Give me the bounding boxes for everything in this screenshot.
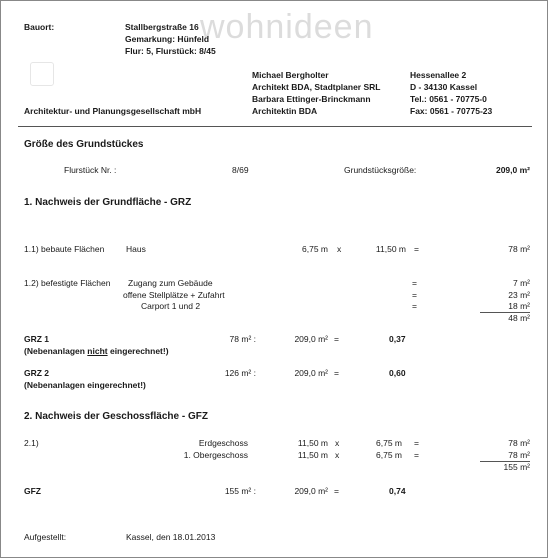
grz2-area: 126 m² : <box>224 368 256 378</box>
grz-title: 1. Nachweis der Grundfläche - GRZ <box>24 197 192 208</box>
grz2-value: 0,60 <box>389 368 406 378</box>
floor-name-1: Erdgeschoss <box>198 438 248 448</box>
contact-line-2: D - 34130 Kassel <box>410 82 478 92</box>
logo-icon <box>30 62 54 86</box>
aufgestellt-label: Aufgestellt: <box>24 532 67 542</box>
befestigt-item-2: offene Stellplätze + Zufahrt <box>123 290 225 300</box>
gfz-sum: 155 m² <box>503 462 530 472</box>
address-line-3: Flur: 5, Flurstück: 8/45 <box>125 46 216 56</box>
groesse-label: Grundstücksgröße: <box>344 165 417 175</box>
equals-sign: = <box>414 438 419 448</box>
address-line-1: Stallbergstraße 16 <box>125 22 199 32</box>
equals-sign: = <box>412 290 417 300</box>
grz1-label: GRZ 1 <box>24 334 50 344</box>
gfz-area: 155 m² : <box>224 486 256 496</box>
groesse-value: 209,0 m² <box>495 165 530 175</box>
header-divider <box>18 126 532 127</box>
grz1-value: 0,37 <box>389 334 406 344</box>
architect-line-2: Architekt BDA, Stadtplaner SRL <box>252 82 381 92</box>
floor-b-1: 6,75 m <box>376 438 402 448</box>
flurstueck-value: 8/69 <box>232 165 249 175</box>
befestigt-item-1: Zugang zum Gebäude <box>128 278 213 288</box>
contact-line-1: Hessenallee 2 <box>410 70 467 80</box>
bauort-label: Bauort: <box>24 22 55 32</box>
bebaut-b: 11,50 m <box>375 244 406 254</box>
contact-line-3: Tel.: 0561 - 70775-0 <box>410 94 487 104</box>
floor-result-1: 78 m² <box>508 438 530 448</box>
befestigt-label: 1.2) befestigte Flächen <box>24 278 111 288</box>
befestigt-item-3: Carport 1 und 2 <box>141 301 201 311</box>
equals-sign: = <box>412 301 417 311</box>
gfz-item-label: 2.1) <box>24 438 39 448</box>
aufgestellt-value: Kassel, den 18.01.2013 <box>126 532 216 542</box>
gfz-title: 2. Nachweis der Geschossfläche - GFZ <box>24 411 208 422</box>
address-line-2: Gemarkung: Hünfeld <box>125 34 210 44</box>
floor-a-1: 11,50 m <box>297 438 328 448</box>
bebaut-item: Haus <box>126 244 146 254</box>
watermark: wohnideen <box>200 8 374 46</box>
floor-a-2: 11,50 m <box>297 450 328 460</box>
gfz-plot: 209,0 m² <box>294 486 328 496</box>
equals-sign: = <box>334 334 339 344</box>
grz1-plot: 209,0 m² <box>294 334 328 344</box>
contact-line-4: Fax: 0561 - 70775-23 <box>410 106 493 116</box>
bebaut-label: 1.1) bebaute Flächen <box>24 244 105 254</box>
architect-line-1: Michael Bergholter <box>252 70 329 80</box>
grz1-area: 78 m² : <box>229 334 256 344</box>
befestigt-sum: 48 m² <box>508 313 530 323</box>
equals-sign: = <box>414 244 419 254</box>
befestigt-result-2: 23 m² <box>508 290 530 300</box>
equals-sign: = <box>334 368 339 378</box>
grundstueck-title: Größe des Grundstückes <box>24 139 144 150</box>
grz2-plot: 209,0 m² <box>294 368 328 378</box>
bebaut-a: 6,75 m <box>302 244 328 254</box>
flurstueck-label: Flurstück Nr. : <box>64 165 117 175</box>
equals-sign: = <box>334 486 339 496</box>
multiply-sign: x <box>335 438 340 448</box>
company-name: Architektur- und Planungsgesellschaft mbH <box>24 106 202 116</box>
floor-result-2: 78 m² <box>508 450 530 460</box>
bebaut-result: 78 m² <box>508 244 530 254</box>
architect-line-4: Architektin BDA <box>252 106 318 116</box>
grz1-note: (Nebenanlagen nicht eingerechnet!) <box>24 346 169 356</box>
equals-sign: = <box>412 278 417 288</box>
grz2-note: (Nebenanlagen eingerechnet!) <box>24 380 146 390</box>
equals-sign: = <box>414 450 419 460</box>
grz2-label: GRZ 2 <box>24 368 50 378</box>
gfz-value: 0,74 <box>389 486 406 496</box>
multiply-sign: x <box>337 244 342 254</box>
multiply-sign: x <box>335 450 340 460</box>
befestigt-result-3: 18 m² <box>508 301 530 311</box>
floor-b-2: 6,75 m <box>376 450 402 460</box>
floor-name-2: 1. Obergeschoss <box>183 450 248 460</box>
befestigt-result-1: 7 m² <box>513 278 530 288</box>
architect-line-3: Barbara Ettinger-Brinckmann <box>252 94 371 104</box>
gfz-label: GFZ <box>24 486 41 496</box>
